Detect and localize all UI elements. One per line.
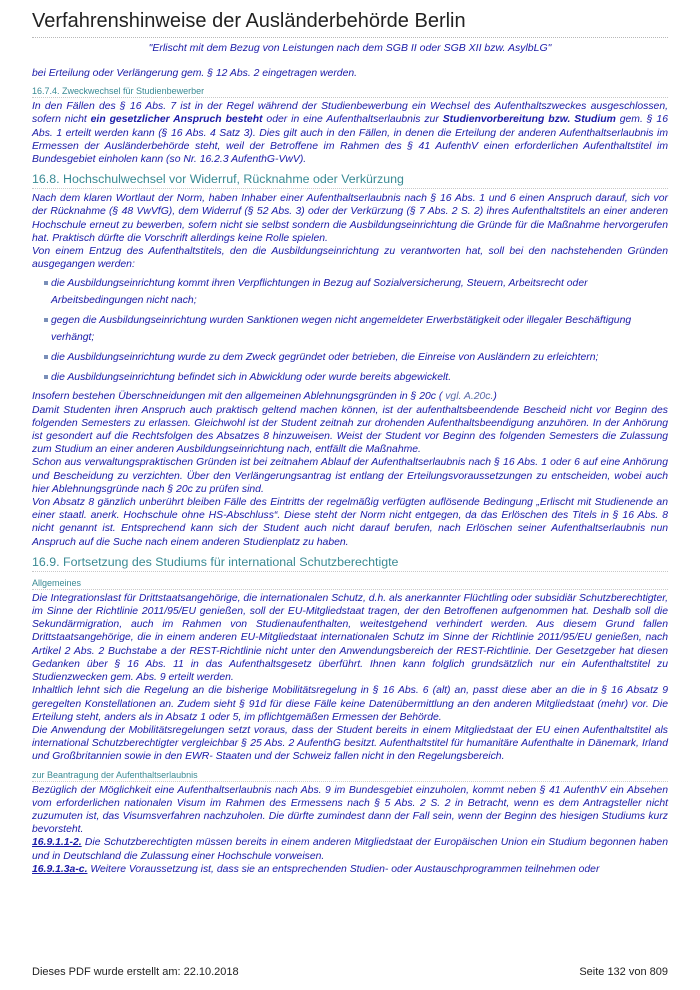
- subheading-allgemeines: Allgemeines: [32, 578, 668, 590]
- list-item: [44, 349, 668, 366]
- subheading-beantragung: zur Beantragung der Aufenthaltserlaubnis: [32, 770, 668, 782]
- list-item: [44, 369, 668, 386]
- section-16-8-paragraph-5: Schon aus verwaltungspraktischen Gründen ist bei zeitnahem Ablauf der Aufenthaltserlaubnis nach § 16 Abs. 1 oder 6 auf eine Anhörung und Bescheidung zu verzichten. Über den Verlängerungsantrag ist entlang der Erteilungsvoraussetzungen zu entscheiden, wobei auch hier Ablehnungsgründe nach § 20c zu prüfen sind.: [32, 457, 668, 495]
- title-divider: [32, 37, 668, 38]
- bullet-square-icon: [44, 375, 48, 379]
- text-run: In den Fällen des § 16 Abs. 7 ist in der Regel während der Studienbewerbung ein Wechsel des Aufenthaltszweckes ausgeschlossen, sofern nicht: [32, 101, 668, 126]
- section-16-7-4-heading: 16.7.4. Zweckwechsel für Studienbewerber: [32, 86, 668, 98]
- bold-phrase: Studienvorbereitung bzw. Studium: [442, 114, 616, 126]
- footer-page-number: Seite 132 von 809: [579, 966, 668, 978]
- intro-paragraph: bei Erteilung oder Verlängerung gem. § 12 Abs. 2 eingetragen werden.: [32, 68, 358, 79]
- section-16-9-1-1-link[interactable]: 16.9.1.1-2.: [32, 837, 82, 849]
- section-16-9-1-3-link[interactable]: 16.9.1.3a-c.: [32, 863, 88, 875]
- section-16-9-heading: 16.9. Fortsetzung des Studiums für international Schutzberechtigte: [32, 555, 668, 572]
- document-title: Verfahrenshinweise der Ausländerbehörde Berlin: [32, 10, 466, 32]
- list-item: [44, 312, 668, 346]
- bullet-square-icon: [44, 355, 48, 359]
- list-item-text: die Ausbildungseinrichtung wurde zu dem Zweck gegründet oder betrieben, die Einreise von Ausländern zu erleichtern;: [51, 352, 599, 364]
- document-body: [32, 67, 668, 876]
- section-16-8-paragraph-2: Von einem Entzug des Aufenthaltstitels, den die Ausbildungseinrichtung zu verantworten hat, soll bei den nachstehenden Gründen ausgegangen werden:: [32, 246, 668, 271]
- section-16-9-paragraph-2: Inhaltlich lehnt sich die Regelung an die bisherige Mobilitätsregelung in § 16 Abs. 6 (alt) an, passt diese aber an die in § 16 Absatz 9 geregelten Konstellationen an. Zudem sieht § 91d für diese Fälle keine Datenübermittlung an den anderen Mitgliedstaat (mehr) vor. Die Erteilung steht, anders als in Absatz 1 oder 5, im pflichtgemäßen Ermessen der Behörde.: [32, 685, 668, 723]
- section-16-7-4-paragraph: [32, 100, 668, 166]
- text-run: oder in eine Aufenthaltserlaubnis zur: [262, 114, 443, 126]
- section-16-8-paragraph-1: Nach dem klaren Wortlaut der Norm, haben Inhaber einer Aufenthaltserlaubnis nach § 16 Abs. 1 und 6 einen Anspruch darauf, sich vor der Rücknahme (§ 48 VwVfG), dem Widerruf (§ 52 Abs. 3) oder der Verkürzung (§ 7 Abs. 2 S. 2) ihres Aufenthaltstitels an einer anderen Hochschule erneut zu bewerben, sofern nicht sie selbst sondern die Ausbildungseinrichtung die Gründe für die Maßnahme hervorgerufen hat. Praktisch dürfte die Vorschrift allerdings keine Rolle spielen.: [32, 193, 668, 244]
- section-16-8-paragraph-3: [32, 390, 668, 403]
- section-16-8-paragraph-4: Damit Studenten ihren Anspruch auch praktisch geltend machen können, ist der aufenthaltsbeendende Bescheid nicht vor Beginn des folgenden Semesters zu erlassen. Gleichwohl ist der Student zeitnah zur drohenden Aufenthaltsbeendigung anzuhören. In der Anhörung ist gesondert auf die Rechtsfolgen des Absatzes 8 hinzuweisen. Weist der Student vor Beginn des folgenden Semesters die Zulassung zum Studium an einer anderen Ausbildungseinrichtung nach, entfällt die Maßnahme.: [32, 404, 668, 456]
- section-16-9-paragraph-1: Die Integrationslast für Drittstaatsangehörige, die internationalen Schutz, d.h. als anerkannter Flüchtling oder subsidiär Schutzberechtigter, im Sinne der Richtlinie 2011/95/EU genießen, soll der EU-Mitgliedstaat tragen, der den Betroffenen aufgenommen hat. Deshalb soll die Sekundärmigration, auch im Rahmen von Studienaufenthalten, weitestgehend verhindert werden. Aus diesem Grund fallen Drittstaatsangehörige, die in einem anderen EU-Mitgliedstaat internationalen Schutz im Sinne der Richtlinie 2011/95/EU genießen, nach Artikel 2 Abs. 2 Buchstabe a der REST-Richtlinie nicht unter den Anwendungsbereich der REST-Richtlinie. Der Gesetzgeber hat diesen Gedanken über § 16 Abs. 11 in das Aufenthaltsgesetz überführt. Ihnen kann folglich grundsätzlich nur ein Aufenthaltstitel zu Studienzwecken gem. Abs. 9 erteilt werden.: [32, 592, 668, 684]
- text-run: ): [493, 391, 497, 403]
- text-run: Die Schutzberechtigten müssen bereits in einem anderen Mitgliedstaat der Europäischen Union ein Studium begonnen haben und in Deutschland die Zulassung einer Hochschule vorweisen.: [32, 837, 668, 862]
- cross-reference-link[interactable]: vgl. A.20c.: [445, 391, 494, 403]
- section-16-8-heading: 16.8. Hochschulwechsel vor Widerruf, Rücknahme oder Verkürzung: [32, 172, 668, 189]
- list-item-text: gegen die Ausbildungseinrichtung wurden Sanktionen wegen nicht angemeldeter Erwerbstätigkeit oder illegaler Beschäftigung verhängt;: [51, 315, 632, 344]
- condition-quote: "Erlischt mit dem Bezug von Leistungen nach dem SGB II oder SGB XII bzw. AsylbLG": [148, 42, 552, 54]
- text-run: Weitere Voraussetzung ist, dass sie an entsprechenden Studien- oder Austauschprogrammen teilnehmen oder: [87, 863, 600, 875]
- text-run: Insofern bestehen Überschneidungen mit den allgemeinen Ablehnungsgründen in § 20c (: [32, 391, 446, 403]
- reasons-list: [32, 275, 668, 386]
- list-item: [44, 275, 668, 309]
- text-run: gem. § 16 Abs. 1 erteilt werden kann (§ 16 Abs. 4 Satz 3). Dies gilt auch in den Fällen, in denen die Erteilung der anderen Aufenthaltserlaubnis im Ermessen der Ausländerbehörde steht, weil der Betroffene im Rahmen des § 41 AufenthV einen erforderlichen Aufenthaltstitel im Bundesgebiet einholen kann (so Nr. 16.2.3 AufenthG-VwV).: [32, 114, 668, 166]
- bullet-square-icon: [44, 281, 48, 285]
- section-16-9-1-1-paragraph: [32, 836, 668, 862]
- footer-created-date: Dieses PDF wurde erstellt am: 22.10.2018: [32, 966, 239, 978]
- bold-phrase: ein gesetzlicher Anspruch besteht: [90, 114, 263, 126]
- section-16-9-paragraph-3: Die Anwendung der Mobilitätsregelungen setzt voraus, dass der Student bereits in einem Mitgliedstaat der EU einen Aufenthaltstitel als international Schutzberechtigter vergleichbar § 25 Abs. 2 AufenthG besitzt. Aufenthaltstitel für humanitäre Aufenthalte in Dänemark, Irland und Großbritannien sowie in den EWR- Staaten und der Schweiz fallen nicht in den Regelungsbereich.: [32, 724, 668, 763]
- section-16-8-paragraph-6: Von Absatz 8 gänzlich unberührt bleiben Fälle des Eintritts der regelmäßig verfügten auflösende Bedingung „Erlischt mit Studienende an einer staatl. anerk. Hochschule ohne HS-Abschluss“. Diese steht der Norm nicht entgegen, da das Erlöschen des Titels in § 16 Abs. 8 nicht genannt ist. Entsprechend kann sich der Student auch nicht darauf berufen, nach Erlöschen seiner Aufenthaltserlaubnis nun Anspruch auf die Suche nach einem anderen Studienplatz zu haben.: [32, 497, 668, 548]
- section-16-9-1-3-paragraph: [32, 863, 668, 876]
- list-item-text: die Ausbildungseinrichtung befindet sich in Abwicklung oder wurde bereits abgewickelt.: [51, 372, 452, 384]
- section-16-9-paragraph-4: Bezüglich der Möglichkeit eine Aufenthaltserlaubnis nach Abs. 9 im Bundesgebiet einzuholen, kommt neben § 41 AufenthV ein Absehen vom erforderlichen nationalen Visum im Rahmen des Ermessens nach § 5 Abs. 2 S. 2 in Betracht, wenn es dem Antragsteller nicht zuzumuten ist, das Visumsverfahren nachzuholen. Die dürfte zumindest dann der Fall sein, wenn der Beginn des hiesigen Studiums kurz bevorsteht.: [32, 784, 668, 836]
- bullet-square-icon: [44, 318, 48, 322]
- list-item-text: die Ausbildungseinrichtung kommt ihren Verpflichtungen in Bezug auf Sozialversicherung, Steuern, Arbeitsrecht oder Arbeitsbedingungen nicht nach;: [51, 278, 588, 307]
